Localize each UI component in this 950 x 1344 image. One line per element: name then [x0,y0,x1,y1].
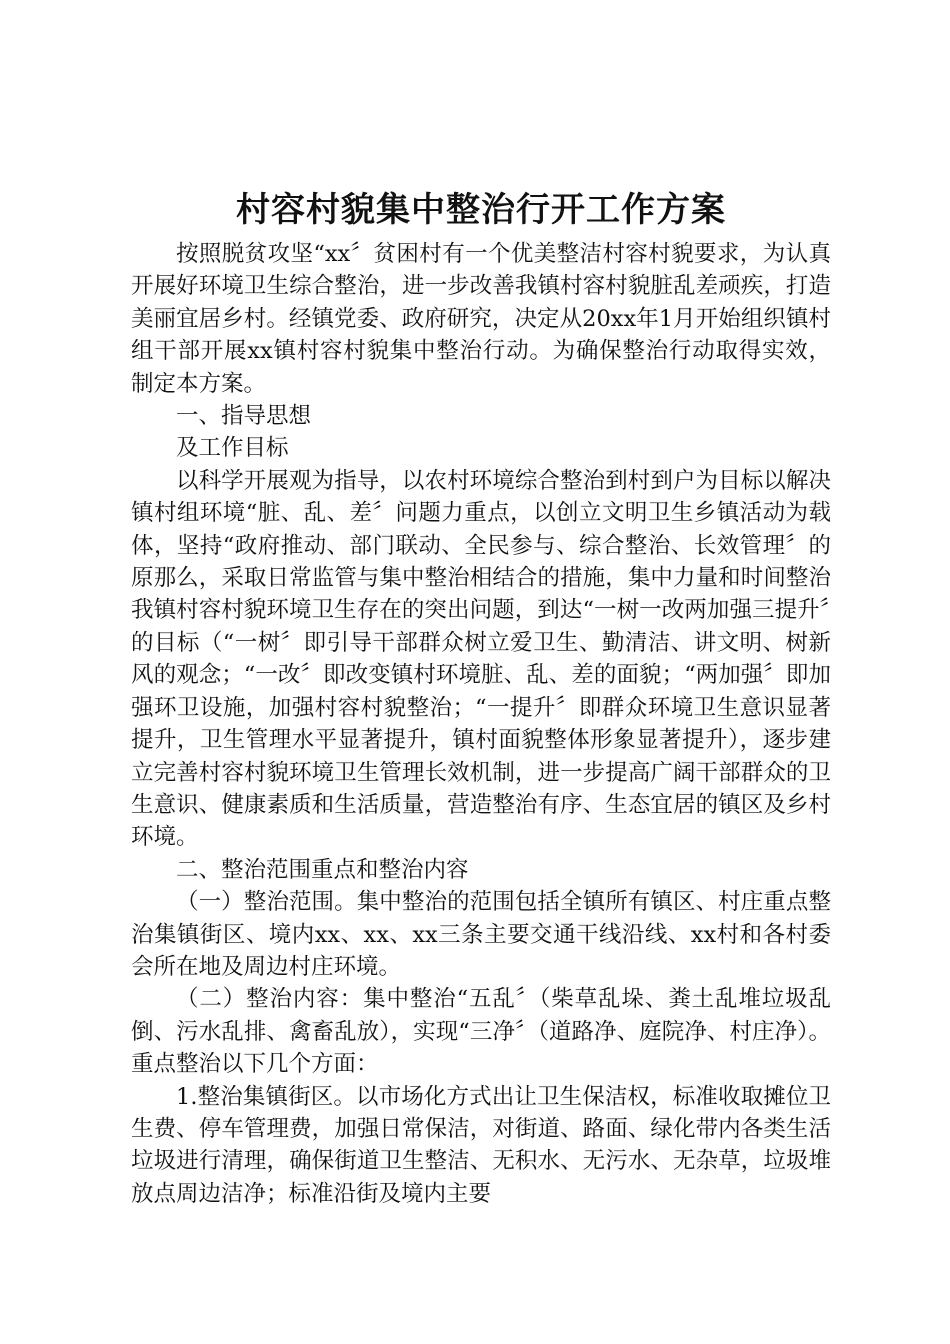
section-heading-guiding-ideology: 一、指导思想 [176,403,312,430]
item-1-paragraph: 1.整治集镇街区。以市场化方式出让卫生保洁权，标准收取摊位卫生费、停车管理费，加强日常保洁，对街道、路面、绿化带内各类生活垃圾进行清理，确保街道卫生整洁、无积水、无污水、无杂草，垃圾堆放点周边洁净；标准沿街及境内主要 [131,1083,831,1207]
goals-paragraph: 以科学开展观为指导，以农村环境综合整治到村到户为目标以解决镇村组环境“脏、乱、差〞问题力重点，以创立文明卫生乡镇活动为载体，坚持“政府推动、部门联动、全民参与、综合整治、长效管理〞的原那么，采取日常监管与集中整治相结合的措施，集中力量和时间整治我镇村容村貌环境卫生存在的突出问题，到达“一树一改两加强三提升〞的目标（“一树〞即引导干部群众树立爱卫生、勤清洁、讲文明、树新风的观念；“一改〞即改变镇村环境脏、乱、差的面貌；“两加强〞即加强环卫设施，加强村容村貌整治；“一提升〞即群众环境卫生意识显著提升，卫生管理水平显著提升，镇村面貌整体形象显著提升），逐步建立完善村容村貌环境卫生管理长效机制，进一步提高广阔干部群众的卫生意识、健康素质和生活质量，营造整治有序、生态宜居的镇区及乡村环境。 [131,467,831,851]
document-page [131,190,831,1210]
content-paragraph: （二）整治内容：集中整治“五乱〞（柴草乱垛、粪土乱堆垃圾乱倒、污水乱排、禽畜乱放），实现“三净〞（道路净、庭院净、村庄净）。重点整治以下几个方面： [131,986,831,1078]
scope-paragraph: （一）整治范围。集中整治的范围包括全镇所有镇区、村庄重点整治集镇街区、境内xx、xx、xx三条主要交通干线沿线、xx村和各村委会所在地及周边村庄环境。 [131,889,831,980]
document-title: 村容村貌集中整治行开工作方案 [236,190,726,230]
intro-paragraph: 按照脱贫攻坚“xx〞贫困村有一个优美整洁村容村貌要求，为认真开展好环境卫生综合整治，进一步改善我镇村容村貌脏乱差顽疾，打造美丽宜居乡村。经镇党委、政府研究，决定从20xx年1月开始组织镇村组干部开展xx镇村容村貌集中整治行动。为确保整治行动取得实效，制定本方案。 [131,241,831,397]
section-heading-work-goals: 及工作目标 [176,435,289,462]
section-heading-scope-and-content: 二、整治范围重点和整治内容 [176,856,469,883]
